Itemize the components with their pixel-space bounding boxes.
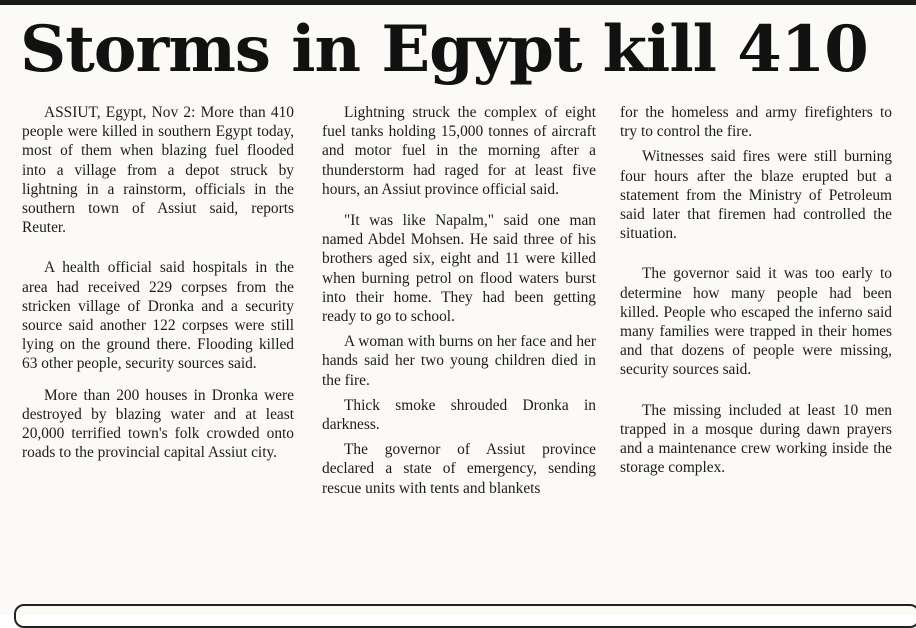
column-1 (22, 103, 294, 462)
paragraph: More than 200 houses in Dronka were destroyed by blazing water and at least 20,000 terrified town's folk crowded onto roads to the provincial capital Assiut city. (22, 386, 294, 462)
paragraph: The governor of Assiut province declared a state of emergency, sending rescue units with tents and blankets (322, 441, 596, 497)
paragraph: Thick smoke shrouded Dronka in darkness. (322, 396, 596, 434)
bottom-border (14, 604, 916, 628)
paragraph: A health official said hospitals in the area had received 229 corpses from the stricken village of Dronka and a security source said another 122 corpses were still lying on the ground there. Flooding killed 63 other people, security sources said. (22, 259, 294, 373)
paragraph: The governor said it was too early to determine how many people had been killed. People who escaped the inferno said many families were trapped in their homes and that dozens of people were missing, security sources said. (620, 265, 892, 379)
paragraph: for the homeless and army firefighters to try to control the fire. (620, 104, 892, 141)
paragraph: A woman with burns on her face and her hands said her two young children died in the fire. (322, 333, 596, 389)
column-3 (620, 103, 892, 477)
paragraph: ASSIUT, Egypt, Nov 2: More than 410 people were killed in southern Egypt today, most of them when blazing fuel flooded into a village from a depot struck by lightning in a rainstorm, officials in the southern town of Assiut said, reports Reuter. (22, 104, 294, 237)
headline: Storms in Egypt kill 410 (20, 12, 868, 87)
paragraph: Lightning struck the complex of eight fuel tanks holding 15,000 tonnes of aircraft and motor fuel in the morning after a thunderstorm had raged for at least five hours, an Assiut province official said. (322, 104, 596, 198)
paragraph: The missing included at least 10 men trapped in a mosque during dawn prayers and a maintenance crew working inside the storage complex. (620, 401, 892, 477)
paragraph: "It was like Napalm," said one man named Abdel Mohsen. He said three of his brothers aged six, eight and 11 were killed when burning petrol on flood waters burst into their home. They had been getting ready to go to school. (322, 212, 596, 326)
paragraph: Witnesses said fires were still burning four hours after the blaze erupted but a statement from the Ministry of Petroleum said later that firemen had controlled the situation. (620, 148, 892, 243)
column-2 (322, 103, 596, 498)
top-border (0, 0, 916, 5)
